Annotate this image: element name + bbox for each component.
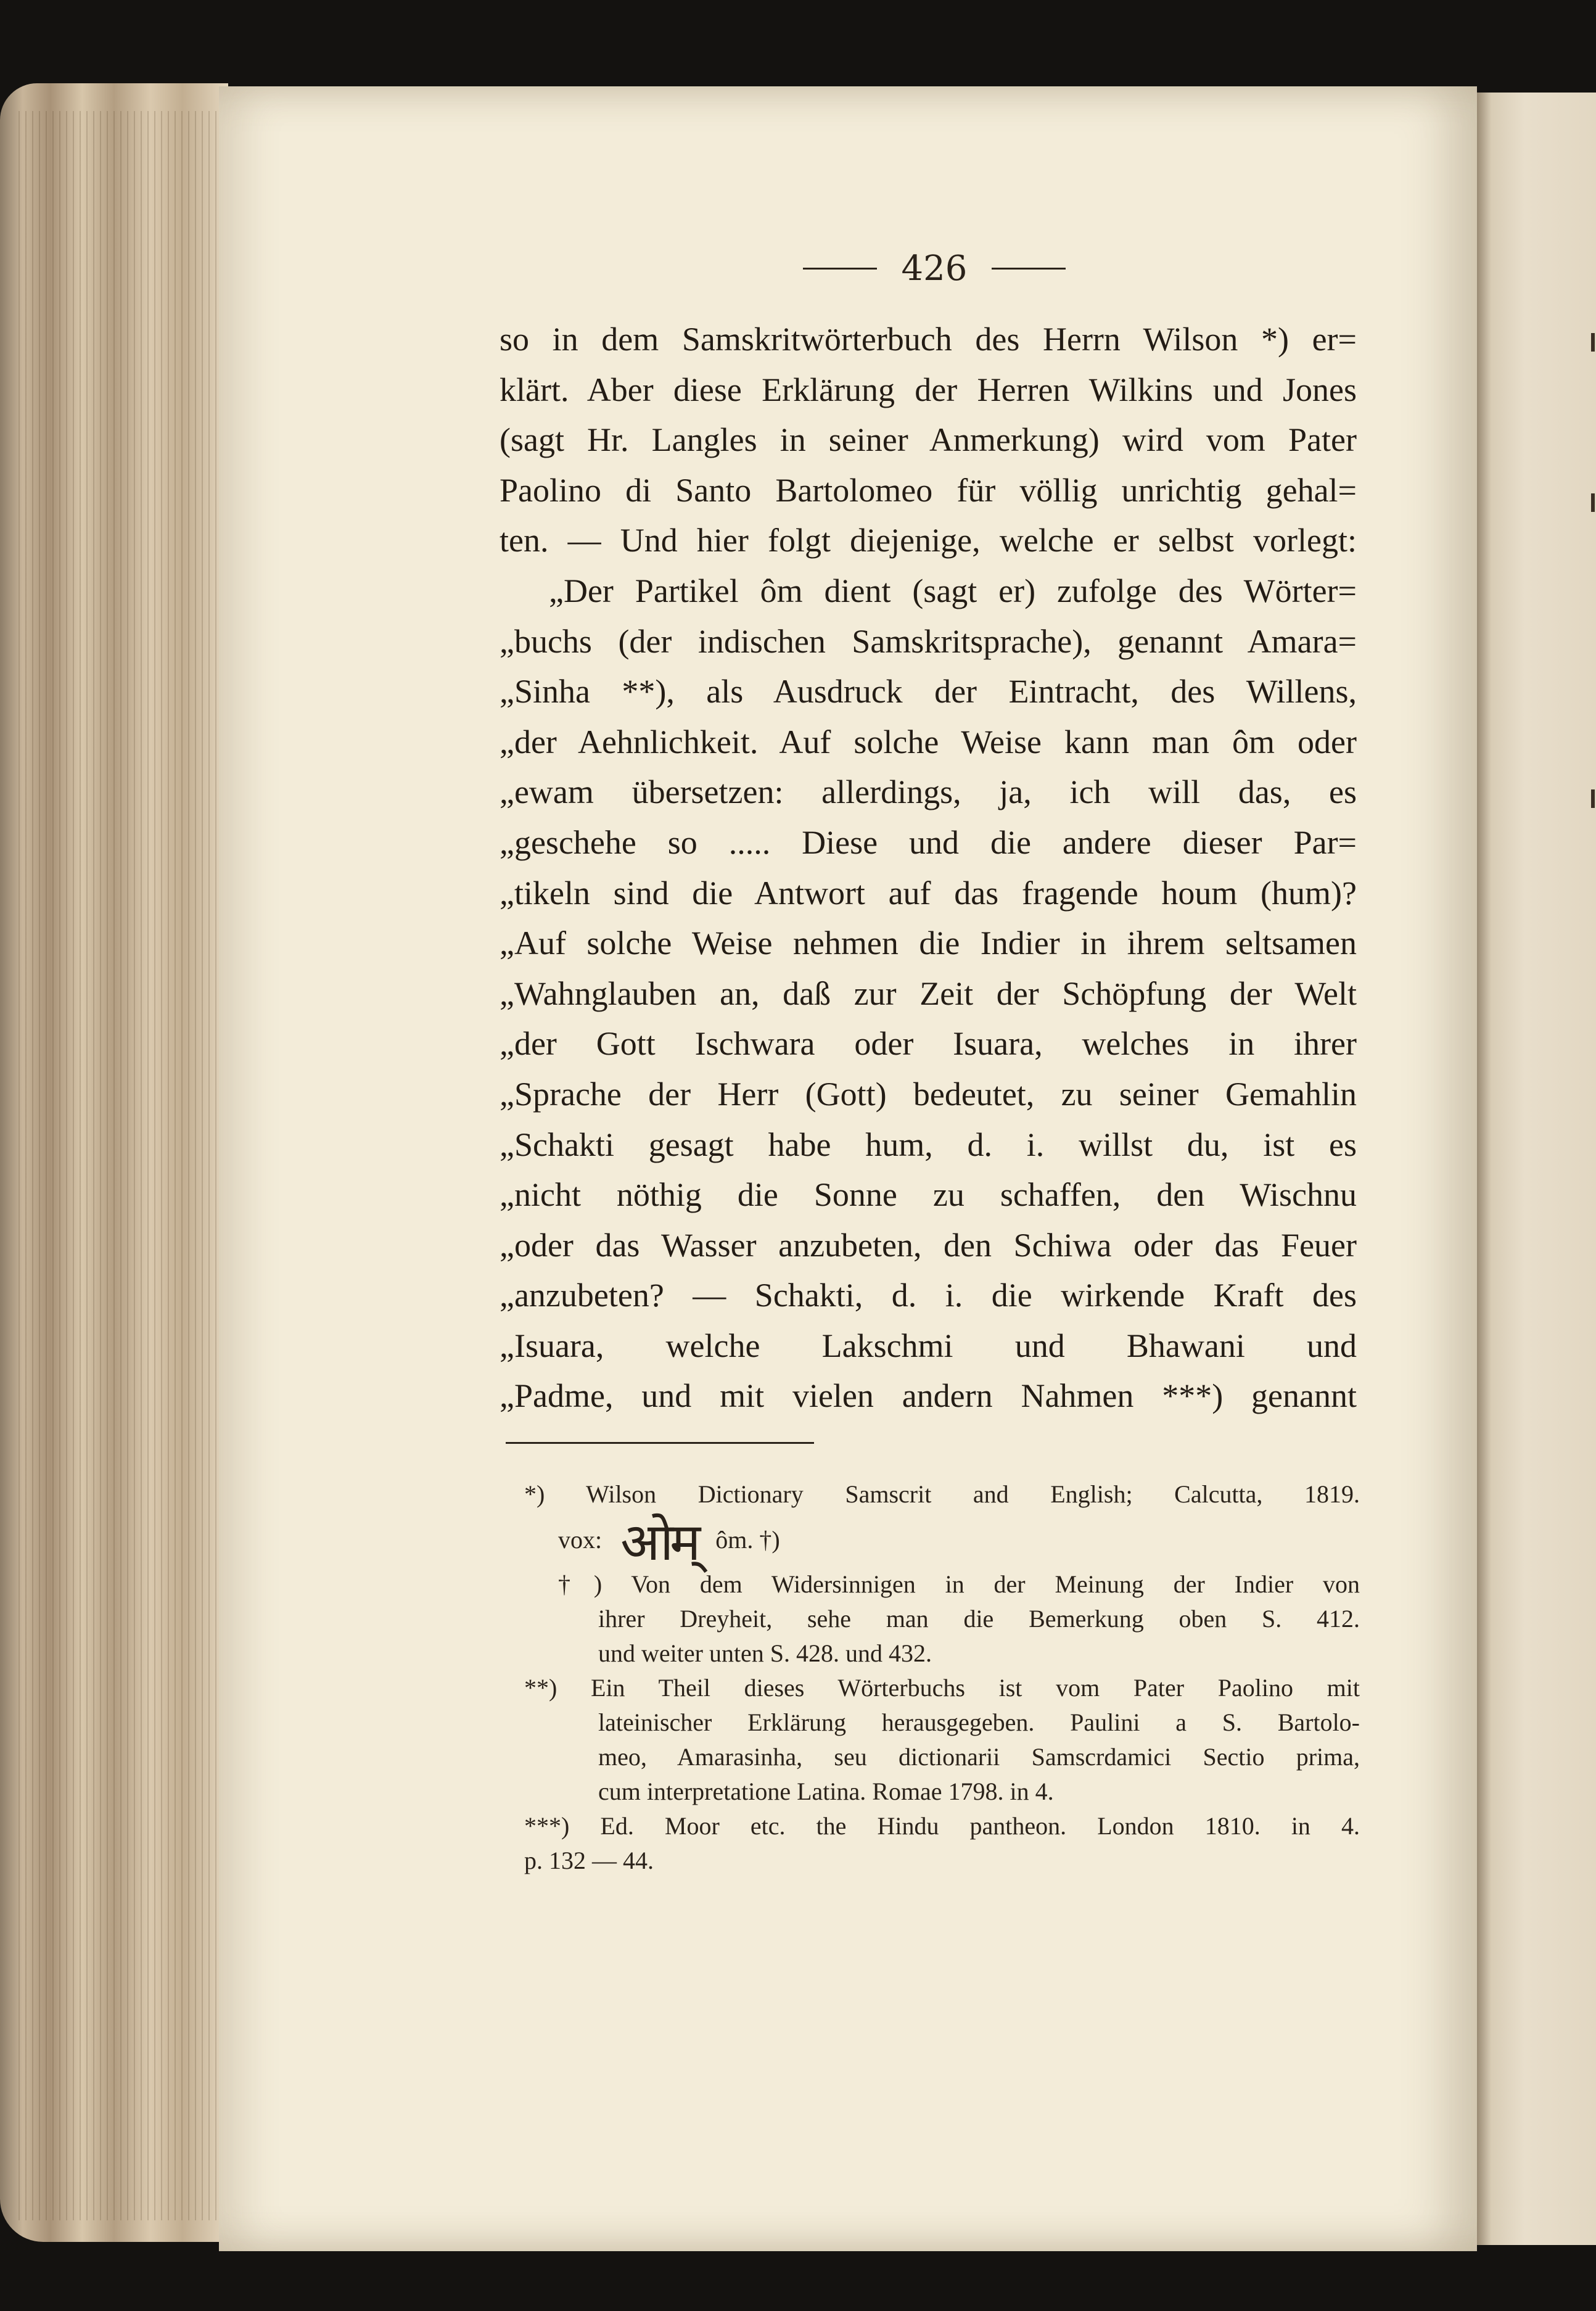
text-line: „tikeln sind die Antwort auf das fragende houm (hum)? (500, 874, 1357, 912)
text-line: „Padme, und mit vielen andern Nahmen ***) genannt (500, 1377, 1357, 1415)
margin-mark (1591, 493, 1595, 512)
footnote-2: cum interpretatione Latina. Romae 1798. in 4. (598, 1778, 1054, 1805)
text-line: „geschehe so ..... Diese und die andere dieser Par= (500, 823, 1357, 861)
body-text (500, 315, 1357, 1422)
vox-line (524, 1511, 1360, 1572)
text-line: „der Gott Ischwara oder Isuara, welches in ihrer (500, 1025, 1357, 1063)
footnote-dagger: und weiter unten S. 428. und 432. (598, 1639, 932, 1667)
footnote-3: ***) Ed. Moor etc. the Hindu pantheon. London 1810. in 4. (524, 1812, 1360, 1840)
text-line: (sagt Hr. Langles in seiner Anmerkung) wird vom Pater (500, 421, 1357, 459)
margin-mark (1591, 789, 1595, 808)
text-line: „Sprache der Herr (Gott) bedeutet, zu seiner Gemahlin (500, 1075, 1357, 1113)
text-line: „Sinha **), als Ausdruck der Eintracht, des Willens, (500, 673, 1357, 711)
footnote-3: p. 132 — 44. (524, 1847, 654, 1874)
footnote-1: *) Wilson Dictionary Samscrit and English; Calcutta, 1819. (524, 1480, 1360, 1508)
header-dash-left (803, 268, 877, 270)
text-line: „ewam übersetzen: allerdings, ja, ich will das, es (500, 773, 1357, 811)
text-line: „Schakti gesagt habe hum, d. i. willst du, ist es (500, 1126, 1357, 1163)
om-glyph: ओम् (620, 1511, 697, 1572)
text-line: „nicht nöthig die Sonne zu schaffen, den Wischnu (500, 1176, 1357, 1214)
footnote-2: lateinischer Erklärung herausgegeben. Paulini a S. Bartolo- (598, 1708, 1360, 1736)
footnotes (524, 1477, 1360, 1878)
facing-page-edge (1477, 93, 1596, 2245)
text-line: klärt. Aber diese Erklärung der Herren Wilkins und Jones (500, 371, 1357, 408)
footnote-2: meo, Amarasinha, seu dictionarii Samscrdamici Sectio prima, (598, 1743, 1360, 1771)
text-line: „Wahnglauben an, daß zur Zeit der Schöpfung der Welt (500, 974, 1357, 1012)
text-line: so in dem Samskritwörterbuch des Herrn Wilson *) er= (500, 321, 1357, 358)
footnote-dagger: †) Von dem Widersinnigen in der Meinung der Indier von (558, 1570, 1360, 1598)
vox-label: vox: (558, 1525, 603, 1554)
text-line: „der Aehnlichkeit. Auf solche Weise kann man ôm oder (500, 723, 1357, 760)
text-line: „Der Partikel ôm dient (sagt er) zufolge des Wörter= (549, 572, 1357, 609)
footnote-2: **) Ein Theil dieses Wörterbuchs ist vom Pater Paolino mit (524, 1674, 1360, 1702)
text-line: „Isuara, welche Lakschmi und Bhawani und (500, 1327, 1357, 1364)
footnote-rule (506, 1442, 814, 1444)
page-header (759, 247, 1110, 290)
page-number: 426 (901, 248, 968, 289)
text-line: „anzubeten? — Schakti, d. i. die wirkende Kraft des (500, 1277, 1357, 1314)
footnote-dagger: ihrer Dreyheit, sehe man die Bemerkung oben S. 412. (598, 1605, 1360, 1633)
page-edge-texture (19, 111, 222, 2220)
text-line: ten. — Und hier folgt diejenige, welche er selbst vorlegt: (500, 522, 1357, 559)
text-line: „Auf solche Weise nehmen die Indier in ihrem seltsamen (500, 925, 1357, 962)
text-line: „oder das Wasser anzubeten, den Schiwa oder das Feuer (500, 1226, 1357, 1264)
vox-rest: ôm. †) (715, 1525, 780, 1554)
text-line: Paolino di Santo Bartolomeo für völlig unrichtig gehal= (500, 471, 1357, 509)
text-line: „buchs (der indischen Samskritsprache), genannt Amara= (500, 622, 1357, 660)
margin-mark (1591, 333, 1595, 352)
header-dash-right (992, 268, 1066, 270)
